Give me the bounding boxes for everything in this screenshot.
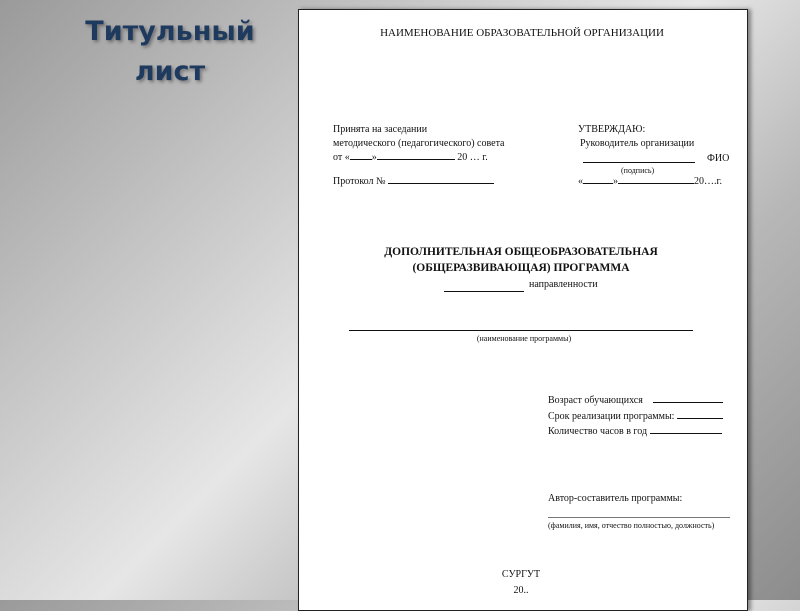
protocol-label: Протокол № xyxy=(333,176,386,187)
accepted-date xyxy=(333,152,488,164)
date-mid: » xyxy=(371,152,377,163)
date-mid: » xyxy=(613,176,618,187)
protocol xyxy=(333,176,494,188)
date-prefix: от « xyxy=(333,152,350,163)
approved-line2: Руководитель организации xyxy=(580,138,695,149)
date-prefix: « xyxy=(578,176,583,187)
slide-title xyxy=(60,12,280,92)
term-field xyxy=(548,411,723,423)
signature-caption: (подпись) xyxy=(621,166,655,175)
signature-line xyxy=(583,162,695,163)
slide-title-line1: Титульный xyxy=(85,16,255,47)
title-page-document xyxy=(298,9,748,611)
program-title-line1: ДОПОЛНИТЕЛЬНАЯ ОБЩЕОБРАЗОВАТЕЛЬНАЯ xyxy=(384,246,658,258)
age-field xyxy=(548,395,723,407)
program-name-caption: (наименование программы) xyxy=(476,334,572,343)
city: СУРГУТ xyxy=(501,569,541,580)
term-label: Срок реализации программы: xyxy=(548,411,675,422)
approved-line1: УТВЕРЖДАЮ: xyxy=(578,124,646,135)
age-label: Возраст обучающихся xyxy=(548,395,643,406)
year: 20.. xyxy=(513,585,529,596)
hours-label: Количество часов в год xyxy=(548,426,648,437)
direction-label: направленности xyxy=(529,279,598,290)
date-suffix: 20 … г. xyxy=(457,152,488,163)
direction-line xyxy=(444,291,524,292)
author-label: Автор-составитель программы: xyxy=(548,493,683,504)
approved-date xyxy=(578,176,722,188)
program-name-line xyxy=(349,330,693,331)
organization-name: НАИМЕНОВАНИЕ ОБРАЗОВАТЕЛЬНОЙ ОРГАНИЗАЦИИ xyxy=(380,27,664,39)
author-line xyxy=(548,517,730,518)
accepted-line2: методического (педагогического) совета xyxy=(333,138,505,149)
fio-label: ФИО xyxy=(707,153,730,164)
hours-field xyxy=(548,426,722,438)
accepted-line1: Принята на заседании xyxy=(333,124,428,135)
slide-title-line2: лист xyxy=(134,56,206,87)
author-caption: (фамилия, имя, отчество полностью, должность) xyxy=(548,521,715,530)
date-suffix: 20….г. xyxy=(694,176,722,187)
program-title-line2: (ОБЩЕРАЗВИВАЮЩАЯ) ПРОГРАММА xyxy=(412,262,630,274)
